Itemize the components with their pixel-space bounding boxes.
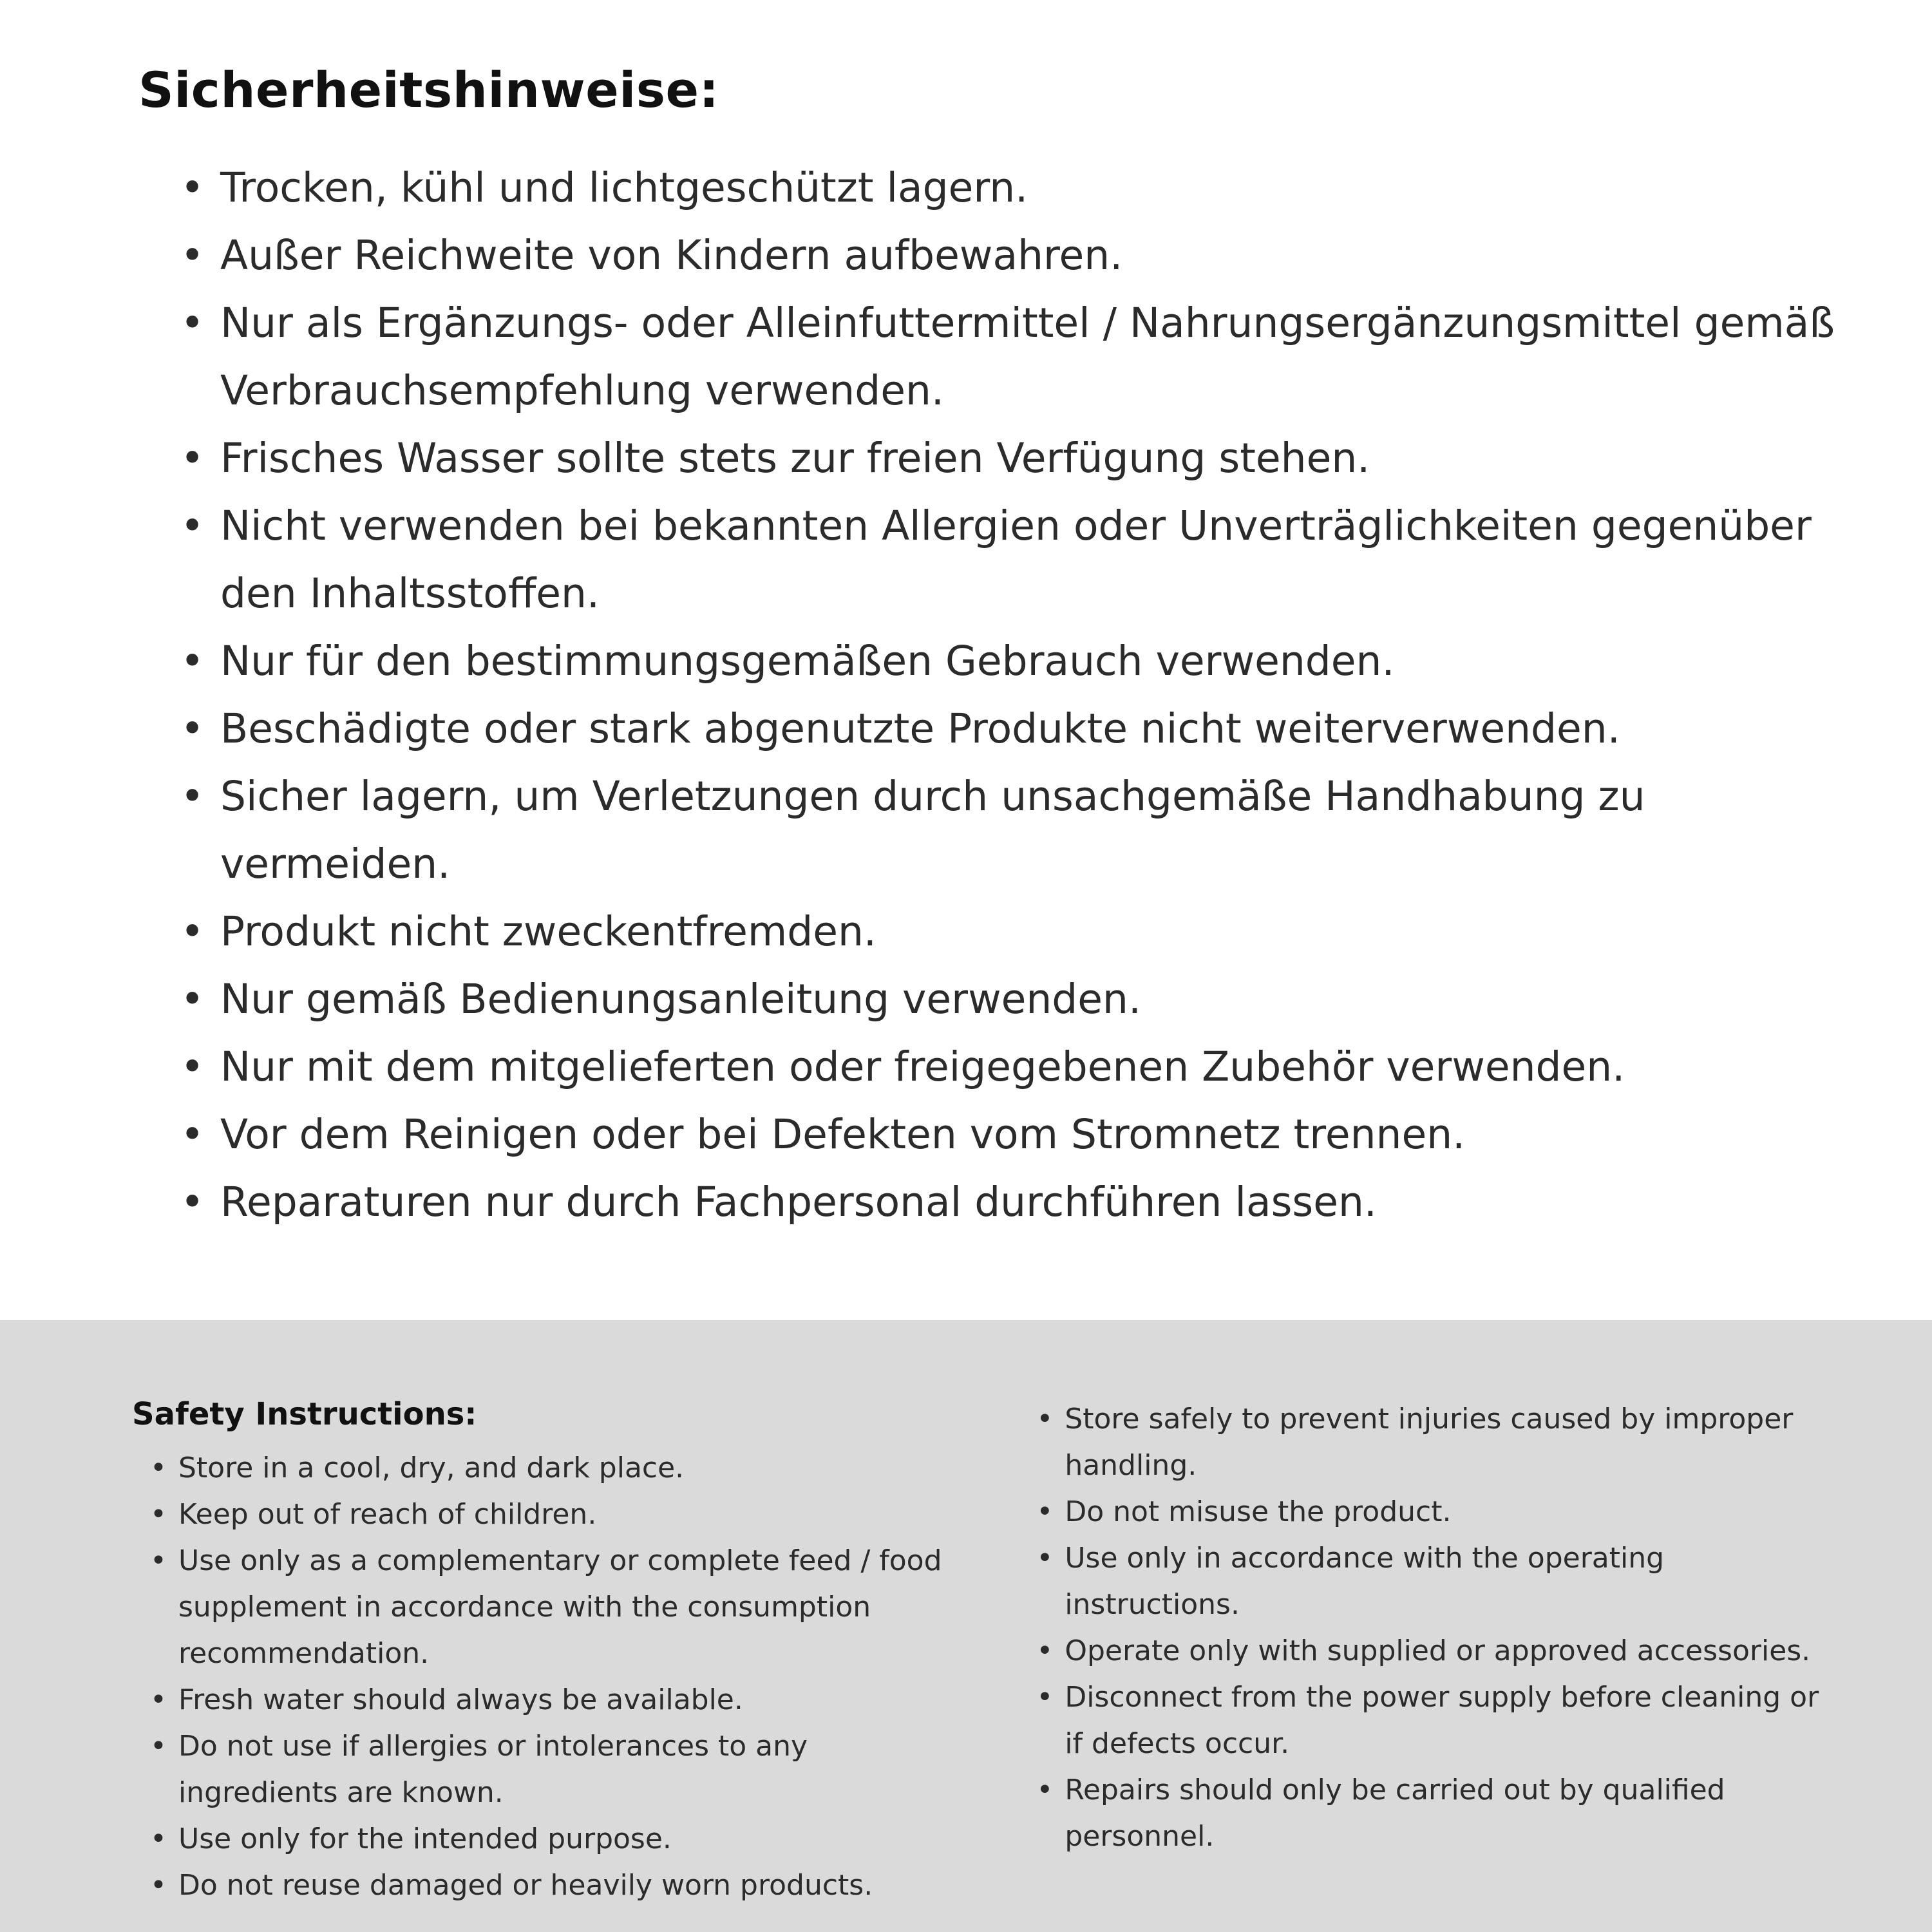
english-section — [0, 1320, 1932, 1932]
german-list-item: • Produkt nicht zweckentfremden. — [180, 898, 1855, 965]
german-list-item: • Vor dem Reinigen oder bei Defekten vom Stromnetz trennen. — [180, 1101, 1855, 1168]
german-list-item: • Nur gemäß Bedienungsanleitung verwenden. — [180, 965, 1855, 1033]
english-title: Safety Instructions: — [132, 1396, 477, 1432]
german-list-item: • Nicht verwenden bei bekannten Allergien oder Unverträglichkeiten gegenüber den Inhaltsstoffen. — [180, 492, 1855, 627]
english-left-list — [132, 1445, 975, 1909]
english-list-item: • Operate only with supplied or approved accessories. — [1036, 1628, 1842, 1674]
english-list-item: • Fresh water should always be available. — [150, 1677, 975, 1723]
english-list-item: • Use only for the intended purpose. — [150, 1816, 975, 1862]
german-list-item: • Reparaturen nur durch Fachpersonal durchführen lassen. — [180, 1168, 1855, 1236]
german-list-item: • Nur für den bestimmungsgemäßen Gebrauch verwenden. — [180, 627, 1855, 695]
english-list-item: • Store safely to prevent injuries caused by improper handling. — [1036, 1396, 1842, 1489]
german-list — [138, 154, 1855, 1236]
english-list-item: • Do not misuse the product. — [1036, 1489, 1842, 1535]
german-list-item: • Trocken, kühl und lichtgeschützt lagern. — [180, 154, 1855, 222]
english-list-item: • Do not reuse damaged or heavily worn products. — [150, 1862, 975, 1909]
german-title: Sicherheitshinweise: — [138, 61, 719, 118]
english-list-item: • Keep out of reach of children. — [150, 1492, 975, 1538]
english-right-column — [1036, 1396, 1842, 1932]
german-list-item: • Frisches Wasser sollte stets zur freien Verfügung stehen. — [180, 424, 1855, 492]
english-list-item: • Repairs should only be carried out by qualified personnel. — [1036, 1767, 1842, 1860]
german-list-item: • Außer Reichweite von Kindern aufbewahren. — [180, 222, 1855, 289]
english-list-item: • Disconnect from the power supply before cleaning or if defects occur. — [1036, 1674, 1842, 1767]
english-list-item: • Store in a cool, dry, and dark place. — [150, 1445, 975, 1492]
german-list-item: • Beschädigte oder stark abgenutzte Produkte nicht weiterverwenden. — [180, 695, 1855, 762]
english-list-item: • Use only as a complementary or complete feed / food supplement in accordance with the consumption recommendation. — [150, 1538, 975, 1677]
german-list-item: • Sicher lagern, um Verletzungen durch unsachgemäße Handhabung zu vermeiden. — [180, 762, 1855, 898]
english-list-item: • Do not use if allergies or intolerances to any ingredients are known. — [150, 1723, 975, 1816]
german-list-item: • Nur als Ergänzungs- oder Alleinfuttermittel / Nahrungsergänzungsmittel gemäß Verbrauchsempfehlung verwenden. — [180, 289, 1855, 424]
german-list-item: • Nur mit dem mitgelieferten oder freigegebenen Zubehör verwenden. — [180, 1033, 1855, 1101]
english-list-item: • Use only in accordance with the operating instructions. — [1036, 1535, 1842, 1628]
english-right-list — [1036, 1396, 1842, 1860]
english-left-column — [132, 1396, 975, 1932]
